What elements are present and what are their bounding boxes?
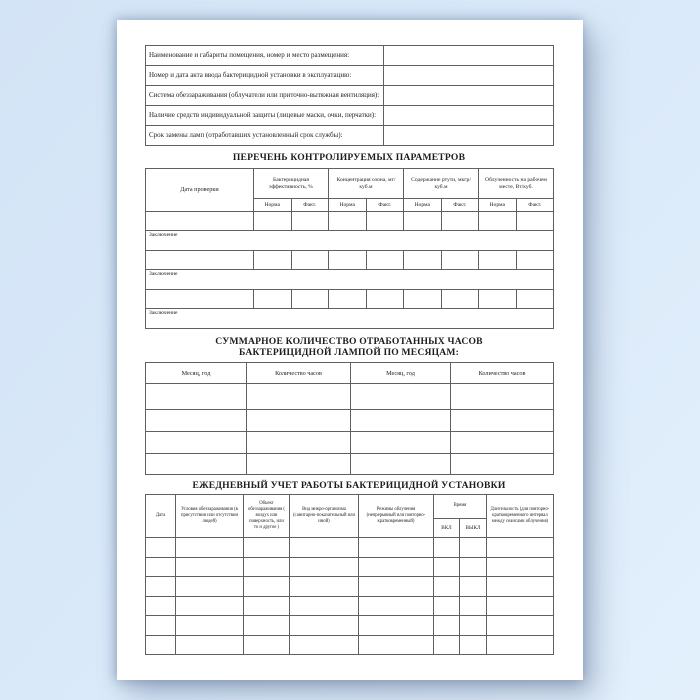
column-header-object: Объект обеззараживания ( воздух или поверхность, или то и другое ) <box>244 495 290 538</box>
daily-data-row <box>146 597 554 616</box>
empty-cell <box>351 410 451 432</box>
conclusion-label: Заключение <box>146 270 554 290</box>
subheader-norm: Норма <box>254 199 292 212</box>
empty-cell <box>516 212 554 231</box>
empty-cell <box>146 577 176 597</box>
empty-cell <box>254 212 292 231</box>
empty-cell <box>441 251 479 270</box>
subheader-fact: Факт. <box>291 199 329 212</box>
empty-cell <box>479 290 517 309</box>
empty-cell <box>434 616 460 636</box>
empty-cell <box>460 577 487 597</box>
empty-cell <box>176 616 244 636</box>
info-label: Система обеззараживания (облучатели или приточно-вытяжная вентиляция): <box>146 86 384 106</box>
empty-cell <box>254 290 292 309</box>
subheader-norm: Норма <box>404 199 442 212</box>
empty-cell <box>176 636 244 655</box>
empty-cell <box>434 597 460 616</box>
empty-cell <box>291 290 329 309</box>
empty-cell <box>290 577 359 597</box>
hours-section-title <box>145 336 553 358</box>
empty-cell <box>451 384 554 410</box>
empty-cell <box>487 636 554 655</box>
info-value-cell <box>384 106 554 126</box>
info-label: Наличие средств индивидуальной защиты (лицевые маски, очки, перчатки): <box>146 106 384 126</box>
empty-cell <box>146 454 247 475</box>
column-header-month: Месяц, год <box>146 363 247 384</box>
empty-cell <box>404 212 442 231</box>
empty-cell <box>351 432 451 454</box>
controlled-params-table <box>145 168 554 329</box>
empty-cell <box>434 577 460 597</box>
hours-data-row <box>146 410 554 432</box>
empty-cell <box>176 538 244 558</box>
empty-cell <box>460 636 487 655</box>
empty-cell <box>451 410 554 432</box>
empty-cell <box>244 577 290 597</box>
info-value-cell <box>384 86 554 106</box>
conclusion-label: Заключение <box>146 231 554 251</box>
subheader-norm: Норма <box>479 199 517 212</box>
empty-cell <box>291 251 329 270</box>
date-column-header: Дата проверки <box>146 169 254 212</box>
empty-cell <box>146 538 176 558</box>
subheader-off: ВЫКЛ <box>460 519 487 538</box>
empty-cell <box>290 558 359 577</box>
daily-data-row <box>146 558 554 577</box>
empty-cell <box>329 212 367 231</box>
empty-cell <box>176 577 244 597</box>
empty-cell <box>146 384 247 410</box>
table-row <box>146 106 554 126</box>
empty-cell <box>244 538 290 558</box>
empty-cell <box>441 212 479 231</box>
empty-cell <box>329 251 367 270</box>
params-group-header-row <box>146 169 554 199</box>
params-data-row <box>146 251 554 270</box>
empty-cell <box>244 616 290 636</box>
empty-cell <box>247 454 351 475</box>
params-section-title: ПЕРЕЧЕНЬ КОНТРОЛИРУЕМЫХ ПАРАМЕТРОВ <box>232 152 466 163</box>
info-value-cell <box>384 126 554 146</box>
info-label: Срок замены ламп (отработавших установленный срок службы): <box>146 126 384 146</box>
empty-cell <box>516 290 554 309</box>
hours-data-row <box>146 454 554 475</box>
daily-data-row <box>146 538 554 558</box>
empty-cell <box>247 432 351 454</box>
table-row <box>146 46 554 66</box>
empty-cell <box>291 212 329 231</box>
conclusion-row <box>146 231 554 251</box>
empty-cell <box>460 558 487 577</box>
table-row <box>146 126 554 146</box>
empty-cell <box>244 558 290 577</box>
empty-cell <box>366 251 404 270</box>
column-header-time: Время <box>434 495 487 519</box>
column-header-microorganism: Вид микро-организма (санитарно-показательный или иной) <box>290 495 359 538</box>
column-header-hours: Количество часов <box>247 363 351 384</box>
empty-cell <box>487 616 554 636</box>
daily-data-row <box>146 577 554 597</box>
empty-cell <box>404 251 442 270</box>
empty-cell <box>146 616 176 636</box>
empty-cell <box>329 290 367 309</box>
hours-data-row <box>146 384 554 410</box>
empty-cell <box>146 636 176 655</box>
hours-title-line1: СУММАРНОЕ КОЛИЧЕСТВО ОТРАБОТАННЫХ ЧАСОВ <box>215 336 483 347</box>
params-data-row <box>146 212 554 231</box>
empty-cell <box>247 384 351 410</box>
daily-section-title: ЕЖЕДНЕВНЫЙ УЧЕТ РАБОТЫ БАКТЕРИЦИДНОЙ УСТАНОВКИ <box>192 480 506 491</box>
empty-cell <box>434 636 460 655</box>
subheader-fact: Факт. <box>441 199 479 212</box>
empty-cell <box>366 290 404 309</box>
empty-cell <box>351 384 451 410</box>
params-data-row <box>146 290 554 309</box>
daily-data-row <box>146 636 554 655</box>
table-row <box>146 86 554 106</box>
empty-cell <box>359 558 434 577</box>
subheader-fact: Факт. <box>366 199 404 212</box>
empty-cell <box>359 538 434 558</box>
empty-cell <box>290 538 359 558</box>
subheader-on: ВКЛ <box>434 519 460 538</box>
empty-cell <box>479 212 517 231</box>
empty-cell <box>487 577 554 597</box>
empty-cell <box>487 597 554 616</box>
conclusion-label: Заключение <box>146 309 554 329</box>
info-value-cell <box>384 66 554 86</box>
empty-cell <box>359 636 434 655</box>
empty-cell <box>290 636 359 655</box>
document-page <box>117 20 583 680</box>
empty-cell <box>460 616 487 636</box>
empty-cell <box>451 454 554 475</box>
empty-cell <box>146 212 254 231</box>
daily-header-row <box>146 495 554 519</box>
empty-cell <box>487 558 554 577</box>
info-label: Номер и дата акта ввода бактерицидной установки в эксплуатацию: <box>146 66 384 86</box>
column-header-conditions: Условия обеззараживания (в присутствии или отсутствии людей) <box>176 495 244 538</box>
empty-cell <box>244 597 290 616</box>
empty-cell <box>434 538 460 558</box>
empty-cell <box>254 251 292 270</box>
empty-cell <box>516 251 554 270</box>
empty-cell <box>176 597 244 616</box>
empty-cell <box>487 538 554 558</box>
group-header-mercury: Содержание ртути, мкгр/ куб.м <box>404 169 479 199</box>
conclusion-row <box>146 309 554 329</box>
empty-cell <box>290 616 359 636</box>
empty-cell <box>176 558 244 577</box>
info-label: Наименование и габариты помещения, номер и место размещения: <box>146 46 384 66</box>
empty-cell <box>247 410 351 432</box>
empty-cell <box>460 538 487 558</box>
empty-cell <box>366 212 404 231</box>
empty-cell <box>359 577 434 597</box>
empty-cell <box>404 290 442 309</box>
empty-cell <box>146 290 254 309</box>
hours-header-row <box>146 363 554 384</box>
empty-cell <box>146 597 176 616</box>
empty-cell <box>434 558 460 577</box>
group-header-ozone: Концентрация озона, мг/ куб.м <box>329 169 404 199</box>
column-header-duration: Длительность (для повторно-кратковременного интервал между сеансами облучения) <box>487 495 554 538</box>
subheader-norm: Норма <box>329 199 367 212</box>
table-row <box>146 66 554 86</box>
empty-cell <box>146 558 176 577</box>
empty-cell <box>451 432 554 454</box>
empty-cell <box>244 636 290 655</box>
empty-cell <box>479 251 517 270</box>
empty-cell <box>290 597 359 616</box>
hours-data-row <box>146 432 554 454</box>
empty-cell <box>460 597 487 616</box>
empty-cell <box>146 410 247 432</box>
hours-title-line2: БАКТЕРИЦИДНОЙ ЛАМПОЙ ПО МЕСЯЦАМ: <box>238 347 460 358</box>
empty-cell <box>441 290 479 309</box>
group-header-bactericidal: Бактерицидная эффективность, % <box>254 169 329 199</box>
info-value-cell <box>384 46 554 66</box>
daily-data-row <box>146 616 554 636</box>
empty-cell <box>351 454 451 475</box>
conclusion-row <box>146 270 554 290</box>
empty-cell <box>146 432 247 454</box>
empty-cell <box>359 616 434 636</box>
empty-cell <box>146 251 254 270</box>
column-header-month: Месяц, год <box>351 363 451 384</box>
group-header-irradiance: Облученность на рабочем месте, Вт/куб. <box>479 169 554 199</box>
column-header-modes: Режимы облучения (непрерывный или повторно-кратковременный) <box>359 495 434 538</box>
column-header-date: Дата <box>146 495 176 538</box>
monthly-hours-table <box>145 362 554 475</box>
facility-info-table <box>145 45 554 146</box>
daily-log-table <box>145 494 554 655</box>
column-header-hours: Количество часов <box>451 363 554 384</box>
empty-cell <box>359 597 434 616</box>
subheader-fact: Факт. <box>516 199 554 212</box>
